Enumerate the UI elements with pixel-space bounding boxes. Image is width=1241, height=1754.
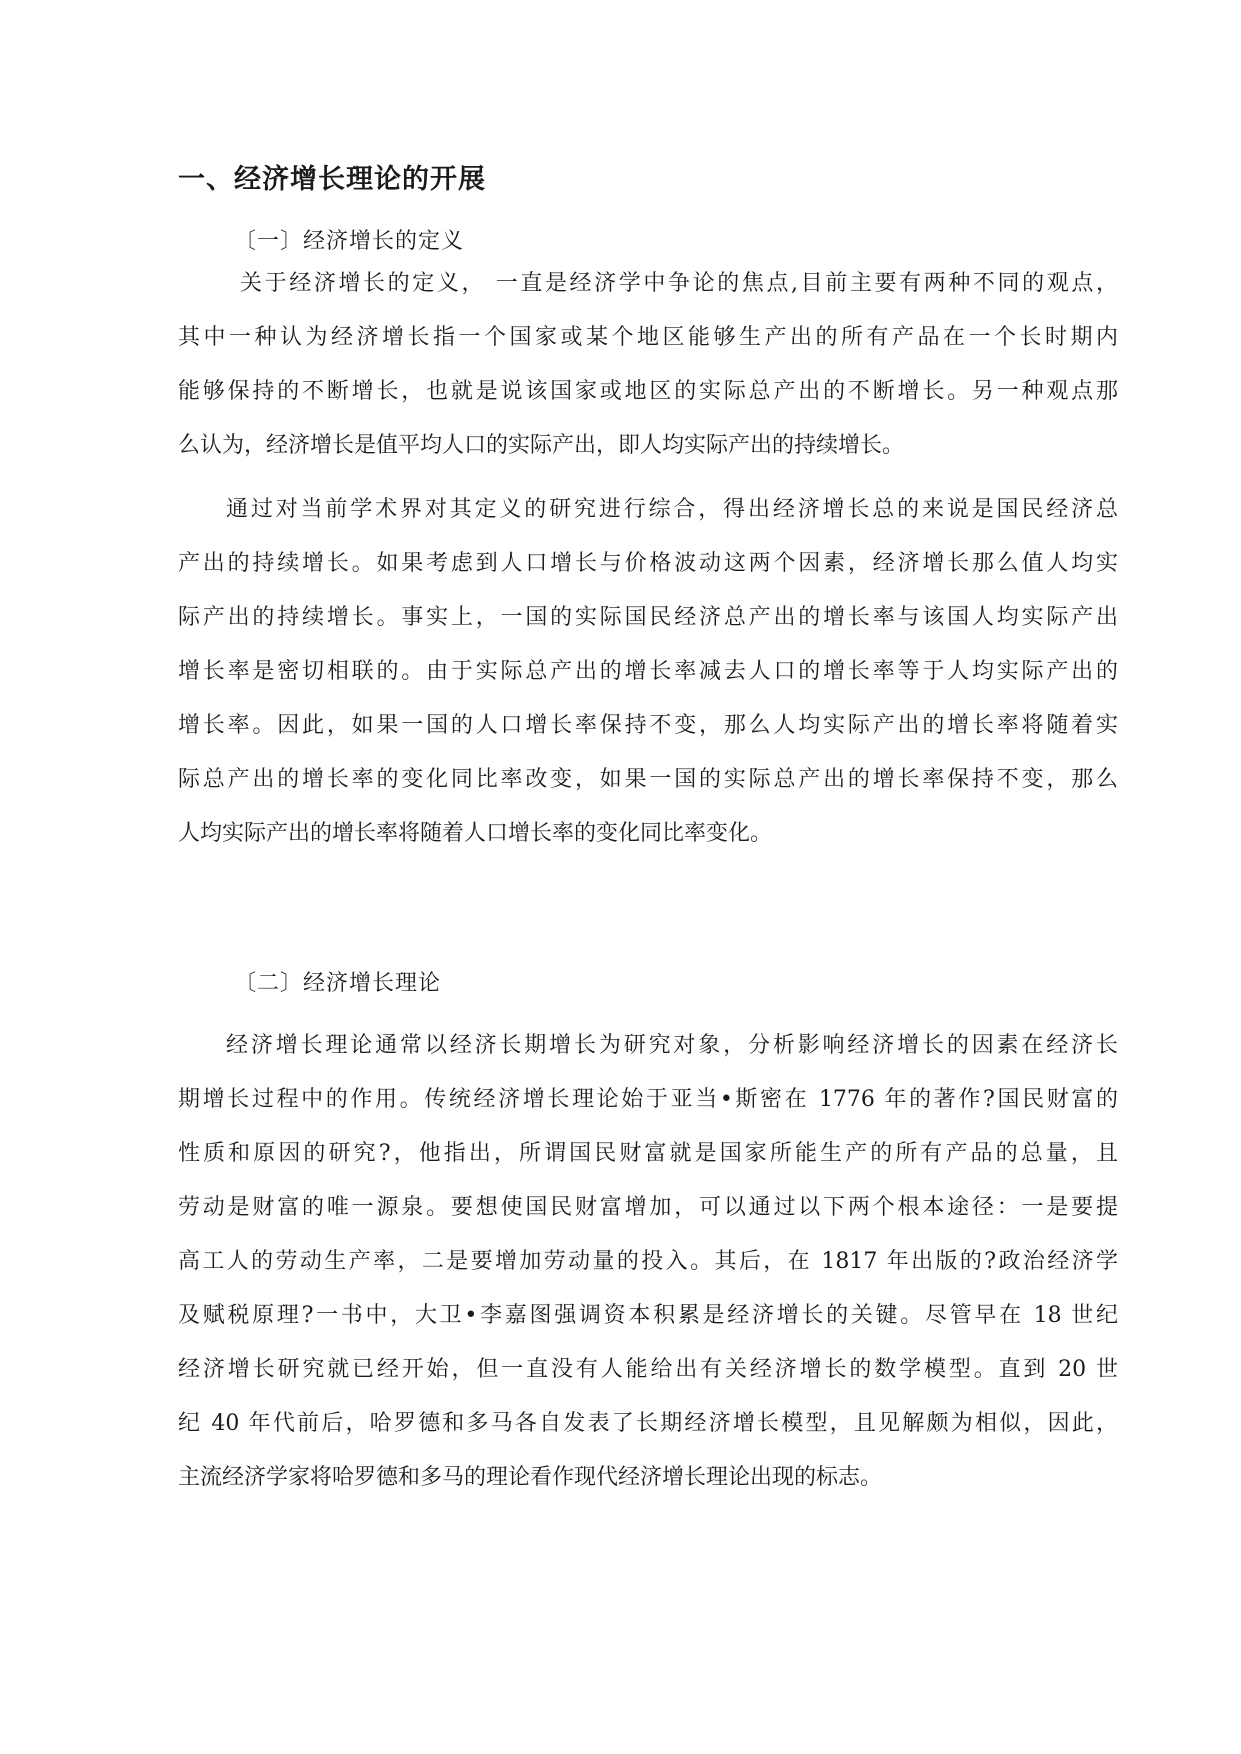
paragraph-line: 纪 40 年代前后，哈罗德和多马各自发表了长期经济增长模型，且见解颇为相似，因此， [178,1411,1118,1436]
paragraph-line: 及赋税原理?一书中，大卫•李嘉图强调资本积累是经济增长的关键。尽管早在 18 世纪 [178,1303,1118,1328]
paragraph-line: 么认为，经济增长是值平均人口的实际产出，即人均实际产出的持续增长。 [178,433,905,458]
paragraph-line: 主流经济学家将哈罗德和多马的理论看作现代经济增长理论出现的标志。 [178,1465,883,1490]
paragraph-line: 关于经济增长的定义， 一直是经济学中争论的焦点,目前主要有两种不同的观点， [240,271,1118,296]
paragraph-line: 高工人的劳动生产率，二是要增加劳动量的投入。其后，在 1817 年出版的?政治经济学 [178,1249,1118,1274]
paragraph-line: 人均实际产出的增长率将随着人口增长率的变化同比率变化。 [178,821,773,846]
paragraph-line: 经济增长理论通常以经济长期增长为研究对象，分析影响经济增长的因素在经济长 [226,1033,1118,1058]
subsection-heading-theory: 〔二〕经济增长理论 [234,971,442,996]
section-heading: 一、经济增长理论的开展 [178,164,486,195]
paragraph-line: 其中一种认为经济增长指一个国家或某个地区能够生产出的所有产品在一个长时期内 [178,325,1118,350]
paragraph-line: 经济增长研究就已经开始，但一直没有人能给出有关经济增长的数学模型。直到 20 世 [178,1357,1118,1382]
paragraph-line: 增长率是密切相联的。由于实际总产出的增长率减去人口的增长率等于人均实际产出的 [178,659,1118,684]
paragraph-line: 际总产出的增长率的变化同比率改变，如果一国的实际总产出的增长率保持不变，那么 [178,767,1118,792]
paragraph-line: 产出的持续增长。如果考虑到人口增长与价格波动这两个因素，经济增长那么值人均实 [178,551,1118,576]
paragraph-line: 际产出的持续增长。事实上，一国的实际国民经济总产出的增长率与该国人均实际产出 [178,605,1118,630]
subsection-heading-definition: 〔一〕经济增长的定义 [234,229,465,254]
paragraph-line: 通过对当前学术界对其定义的研究进行综合，得出经济增长总的来说是国民经济总 [226,497,1118,522]
paragraph-line: 性质和原因的研究?，他指出，所谓国民财富就是国家所能生产的所有产品的总量，且 [178,1141,1118,1166]
paragraph-line: 期增长过程中的作用。传统经济增长理论始于亚当•斯密在 1776 年的著作?国民财富的 [178,1087,1118,1112]
paragraph-line: 劳动是财富的唯一源泉。要想使国民财富增加，可以通过以下两个根本途径：一是要提 [178,1195,1118,1220]
paragraph-line: 增长率。因此，如果一国的人口增长率保持不变，那么人均实际产出的增长率将随着实 [178,713,1118,738]
paragraph-line: 能够保持的不断增长，也就是说该国家或地区的实际总产出的不断增长。另一种观点那 [178,379,1118,404]
